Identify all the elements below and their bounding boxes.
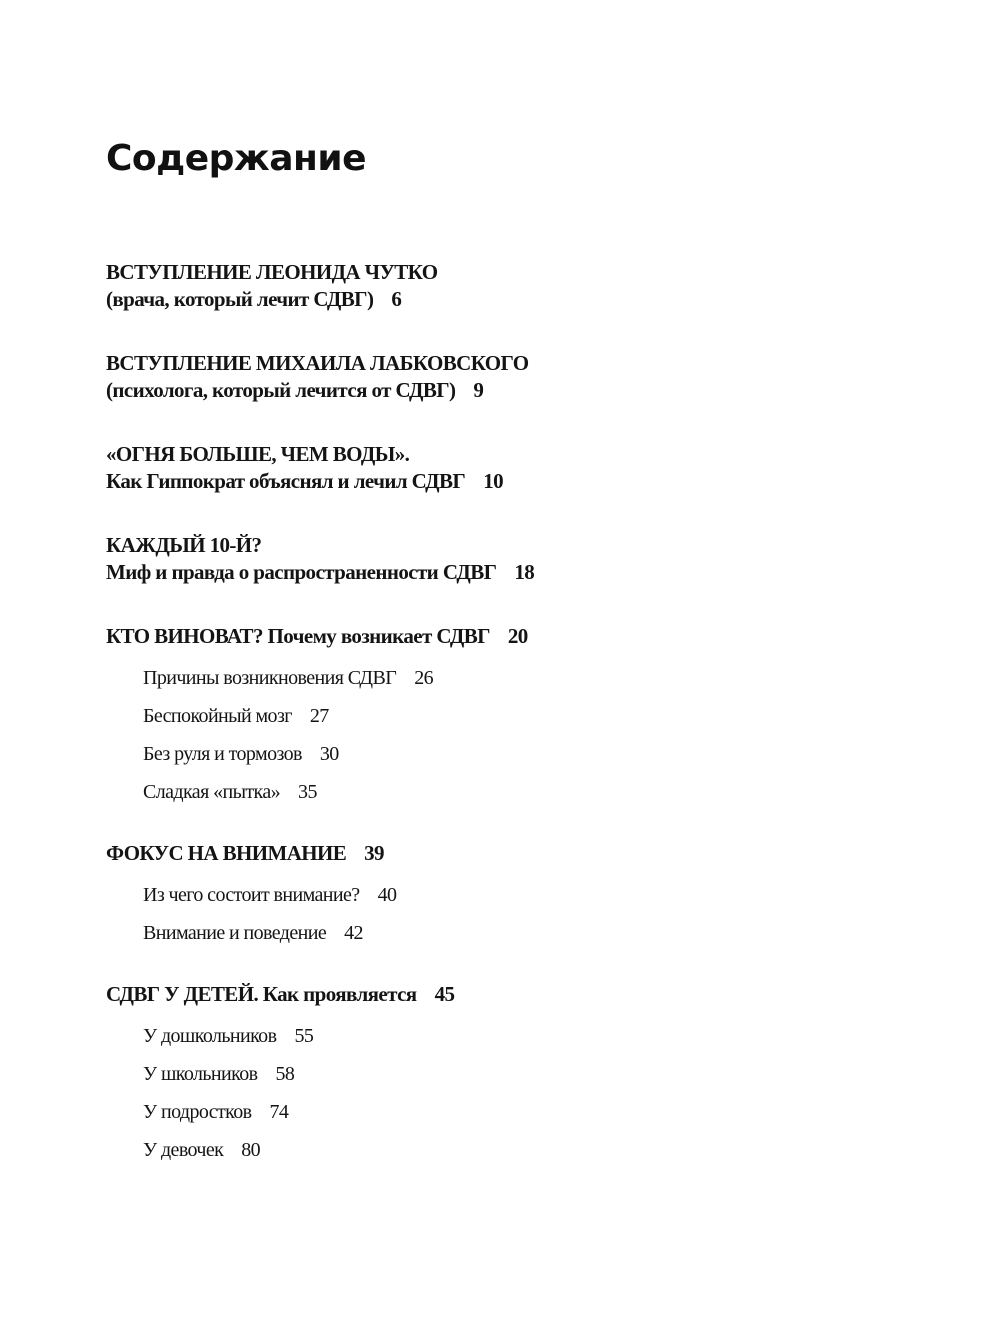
toc-entry-text: У дошкольников [143, 1025, 277, 1047]
toc-entry-text: Беспокойный мозг [143, 705, 292, 727]
toc-page-number: 55 [294, 1025, 314, 1047]
toc-subentry-preschoolers[interactable] [143, 1023, 313, 1049]
page-title: Содержание [106, 138, 367, 179]
toc-entry-adhd-in-children[interactable] [106, 981, 454, 1007]
toc-entry-text: Причины возникновения СДВГ [143, 667, 397, 689]
toc-entry-every-tenth-subtitle[interactable] [106, 559, 534, 585]
toc-entry-chutko-heading[interactable] [106, 259, 438, 285]
toc-page-number: 40 [377, 884, 397, 906]
toc-entry-text: Без руля и тормозов [143, 743, 302, 765]
toc-entry-text: ВСТУПЛЕНИЕ ЛЕОНИДА ЧУТКО [106, 260, 438, 284]
toc-entry-text: У школьников [143, 1063, 258, 1085]
toc-entry-who-is-guilty[interactable] [106, 623, 528, 649]
toc-entry-labkovsky-heading[interactable] [106, 350, 529, 376]
toc-subentry-causes[interactable] [143, 665, 433, 691]
toc-entry-text: (врача, который лечит СДВГ) [106, 287, 374, 311]
toc-page-number: 20 [507, 624, 528, 648]
toc-subentry-girls[interactable] [143, 1137, 260, 1163]
toc-entry-text: Миф и правда о распространенности СДВГ [106, 560, 497, 584]
toc-subentry-sweet-torture[interactable] [143, 779, 317, 805]
toc-entry-labkovsky-subtitle[interactable] [106, 377, 483, 403]
toc-entry-chutko-subtitle[interactable] [106, 286, 401, 312]
toc-entry-text: СДВГ У ДЕТЕЙ. Как проявляется [106, 982, 417, 1006]
toc-subentry-no-rudder[interactable] [143, 741, 339, 767]
toc-entry-text: КТО ВИНОВАТ? Почему возникает СДВГ [106, 624, 490, 648]
toc-page-number: 10 [483, 469, 504, 493]
toc-subentry-attention-behavior[interactable] [143, 920, 363, 946]
toc-entry-fire-heading[interactable] [106, 441, 409, 467]
toc-entry-text: ВСТУПЛЕНИЕ МИХАИЛА ЛАБКОВСКОГО [106, 351, 529, 375]
toc-page-number: 26 [414, 667, 433, 689]
toc-page-number: 18 [514, 560, 535, 584]
toc-entry-text: Как Гиппократ объяснял и лечил СДВГ [106, 469, 466, 493]
toc-entry-text: Внимание и поведение [143, 922, 327, 944]
toc-entry-text: ФОКУС НА ВНИМАНИЕ [106, 841, 347, 865]
toc-entry-text: У подростков [143, 1101, 252, 1123]
toc-page-number: 58 [275, 1063, 295, 1085]
toc-entry-fire-subtitle[interactable] [106, 468, 503, 494]
toc-entry-every-tenth-heading[interactable] [106, 532, 261, 558]
toc-page-number: 42 [344, 922, 363, 944]
toc-subentry-teenagers[interactable] [143, 1099, 288, 1125]
toc-entry-text: КАЖДЫЙ 10-Й? [106, 533, 262, 557]
toc-entry-text: Сладкая «пытка» [143, 781, 281, 803]
toc-entry-focus-on-attention[interactable] [106, 840, 384, 866]
toc-entry-text: (психолога, который лечится от СДВГ) [106, 378, 456, 402]
toc-page-number: 45 [434, 982, 455, 1006]
toc-subentry-attention-parts[interactable] [143, 882, 396, 908]
toc-subentry-restless-brain[interactable] [143, 703, 329, 729]
toc-page-number: 74 [269, 1101, 289, 1123]
toc-entry-text: «ОГНЯ БОЛЬШЕ, ЧЕМ ВОДЫ». [106, 442, 410, 466]
toc-page-number: 35 [298, 781, 317, 803]
toc-page-number: 39 [364, 841, 384, 865]
toc-page-number: 80 [241, 1139, 261, 1161]
toc-page-number: 9 [473, 378, 484, 402]
toc-page-number: 6 [391, 287, 402, 311]
toc-page-number: 30 [319, 743, 339, 765]
toc-entry-text: Из чего состоит внимание? [143, 884, 360, 906]
toc-page-number: 27 [309, 705, 329, 727]
toc-entry-text: У девочек [143, 1139, 224, 1161]
toc-subentry-schoolchildren[interactable] [143, 1061, 294, 1087]
